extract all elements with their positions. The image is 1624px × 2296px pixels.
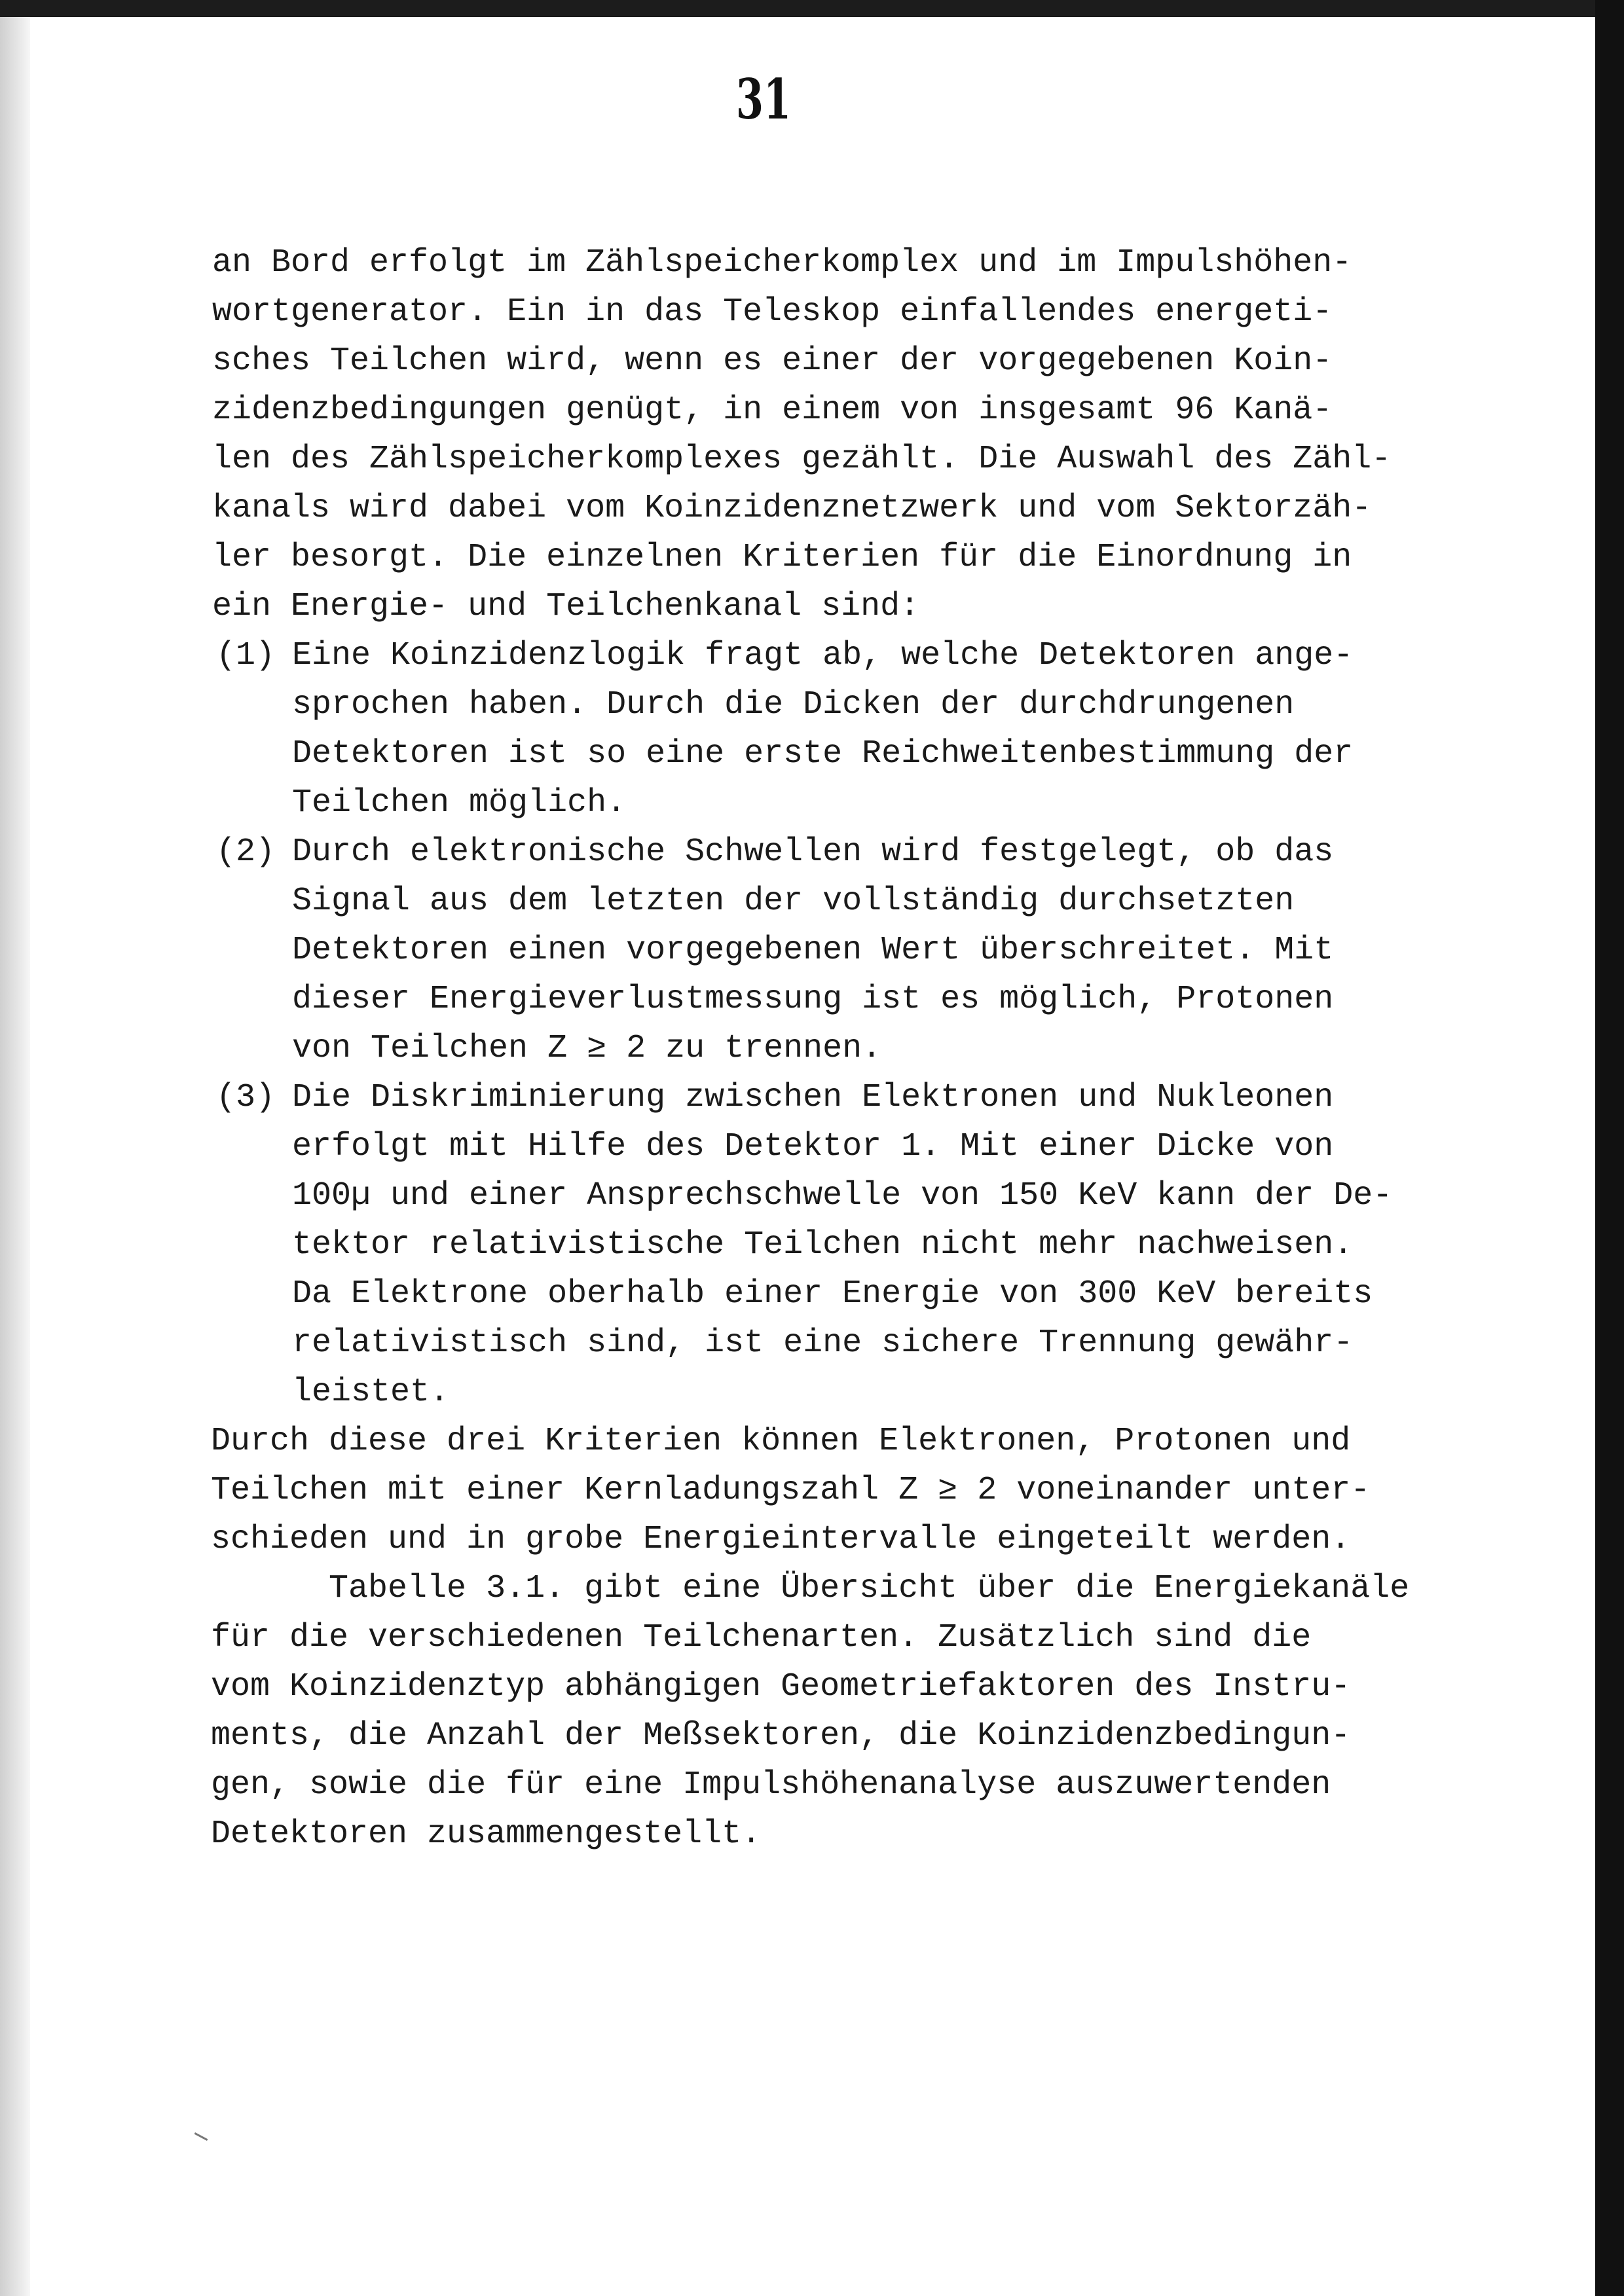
text-line: vom Koinzidenztyp abhängigen Geometriefaktoren des Instru- xyxy=(211,1668,1351,1705)
text-line: sches Teilchen wird, wenn es einer der vorgegebenen Koin- xyxy=(212,342,1333,380)
criterion-line: Detektoren einen vorgegebenen Wert überschreitet. Mit xyxy=(292,932,1334,969)
text-line: ein Energie- und Teilchenkanal sind: xyxy=(212,588,920,625)
criterion-line: Die Diskriminierung zwischen Elektronen und Nukleonen xyxy=(292,1079,1334,1116)
criterion-line: erfolgt mit Hilfe des Detektor 1. Mit einer Dicke von xyxy=(292,1128,1334,1165)
criterion-line: Eine Koinzidenzlogik fragt ab, welche Detektoren ange- xyxy=(292,637,1354,674)
criterion-line: sprochen haben. Durch die Dicken der durchdrungenen xyxy=(292,686,1295,723)
text-line: Teilchen mit einer Kernladungszahl Z ≥ 2 voneinander unter- xyxy=(211,1472,1371,1509)
criterion-line: Teilchen möglich. xyxy=(292,784,627,822)
criterion-label-3: (3) xyxy=(216,1079,276,1116)
criterion-line: dieser Energieverlustmessung ist es möglich, Protonen xyxy=(292,981,1334,1018)
criterion-line: tektor relativistische Teilchen nicht mehr nachweisen. xyxy=(292,1226,1354,1264)
criterion-line: relativistisch sind, ist eine sichere Trennung gewähr- xyxy=(292,1324,1354,1362)
text-line: kanals wird dabei vom Koinzidenznetzwerk und vom Sektorzäh- xyxy=(212,490,1372,527)
text-line: len des Zählspeicherkomplexes gezählt. Die Auswahl des Zähl- xyxy=(212,441,1392,478)
text-line: Tabelle 3.1. gibt eine Übersicht über die Energiekanäle xyxy=(211,1570,1410,1607)
criterion-line: Detektoren ist so eine erste Reichweitenbestimmung der xyxy=(292,735,1354,773)
text-line: zidenzbedingungen genügt, in einem von insgesamt 96 Kanä- xyxy=(212,392,1333,429)
scan-border-right xyxy=(1595,0,1624,2296)
criterion-line: 100µ und einer Ansprechschwelle von 150 KeV kann der De- xyxy=(292,1177,1393,1214)
criterion-label-2: (2) xyxy=(216,833,276,871)
criterion-label-1: (1) xyxy=(216,637,276,674)
criterion-line: Da Elektrone oberhalb einer Energie von 300 KeV bereits xyxy=(292,1275,1373,1313)
text-line: ments, die Anzahl der Meßsektoren, die Koinzidenzbedingun- xyxy=(211,1717,1351,1755)
scan-border-top xyxy=(0,0,1624,17)
scan-margin-left xyxy=(0,0,30,2296)
text-line: gen, sowie die für eine Impulshöhenanalyse auszuwertenden xyxy=(211,1766,1331,1804)
text-line: Detektoren zusammengestellt. xyxy=(211,1815,762,1853)
text-line: wortgenerator. Ein in das Teleskop einfallendes energeti- xyxy=(212,293,1333,331)
criterion-line: Durch elektronische Schwellen wird festgelegt, ob das xyxy=(292,833,1334,871)
text-line: für die verschiedenen Teilchenarten. Zusätzlich sind die xyxy=(211,1619,1312,1656)
criterion-line: leistet. xyxy=(292,1374,450,1411)
text-line: ler besorgt. Die einzelnen Kriterien für die Einordnung in xyxy=(212,539,1352,576)
page-number: 31 xyxy=(735,67,792,132)
criterion-line: Signal aus dem letzten der vollständig durchsetzten xyxy=(292,883,1295,920)
text-line: schieden und in grobe Energieintervalle eingeteilt werden. xyxy=(211,1521,1351,1558)
text-line: an Bord erfolgt im Zählspeicherkomplex und im Impulshöhen- xyxy=(212,244,1352,282)
criterion-line: von Teilchen Z ≥ 2 zu trennen. xyxy=(292,1030,882,1067)
text-line: Durch diese drei Kriterien können Elektronen, Protonen und xyxy=(211,1423,1351,1460)
